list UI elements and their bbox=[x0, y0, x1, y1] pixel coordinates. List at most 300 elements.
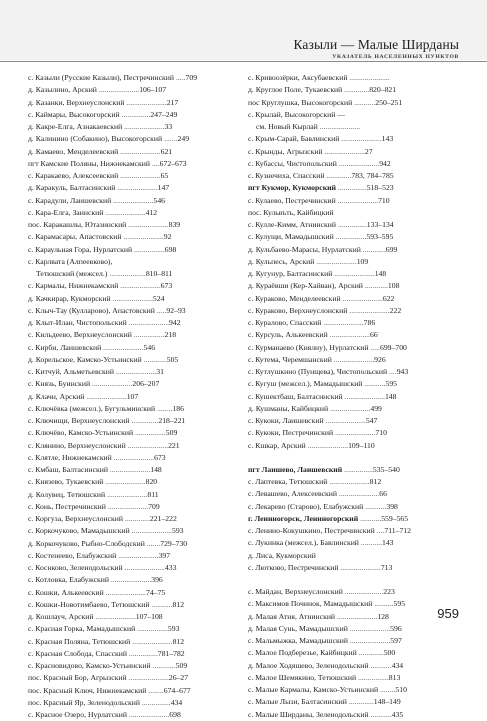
entry-name: с. Мальмыжка, Мамадышский bbox=[248, 636, 348, 645]
dot-leader: ..................... bbox=[126, 220, 169, 229]
entry-name: с. Максимов Починок, Мамадышский bbox=[248, 599, 373, 609]
dot-leader: ..................... bbox=[101, 342, 144, 352]
entry-name: с. Карлвата (Алпеевково), bbox=[28, 256, 113, 266]
dot-leader: ..................... bbox=[103, 207, 146, 217]
index-entry bbox=[28, 415, 236, 427]
entry-page-ref: 622 bbox=[382, 293, 395, 303]
entry-name: пгт Кукмор, Кукморский bbox=[248, 183, 336, 193]
entry-page-ref: 108 bbox=[387, 281, 400, 291]
dot-leader: ..................... bbox=[111, 452, 155, 462]
index-entry bbox=[28, 84, 236, 96]
entry-page-ref: 811 bbox=[147, 489, 159, 499]
dot-leader: ..................... bbox=[130, 636, 173, 646]
index-entry bbox=[248, 329, 456, 341]
index-entry bbox=[248, 195, 456, 207]
index-entry bbox=[28, 305, 236, 317]
entry-page-ref: 66 bbox=[379, 489, 387, 499]
dot-leader: ....... bbox=[144, 538, 161, 548]
entry-name: Тетюшский (межсел.) bbox=[36, 269, 108, 278]
entry-name: д. Кошлауч, Арский bbox=[28, 612, 94, 621]
index-entry bbox=[248, 696, 456, 708]
index-entry bbox=[248, 660, 456, 672]
index-entry bbox=[248, 672, 456, 684]
entry-page-ref: 433 bbox=[164, 563, 177, 572]
entry-name: с. Кубассы, Чистопольский bbox=[248, 158, 337, 168]
index-entry bbox=[28, 146, 236, 158]
dot-leader: .......... bbox=[372, 599, 394, 609]
dot-leader: ............ bbox=[141, 354, 167, 364]
index-entry bbox=[28, 256, 236, 268]
entry-name: д. Камаево, Менделеевский bbox=[28, 146, 119, 156]
running-header bbox=[0, 0, 487, 60]
entry-name: с. Кулаево, Пестречинский bbox=[248, 195, 336, 205]
dot-leader: ..................... bbox=[116, 550, 159, 560]
entry-name: с. Кривоозёрки, Аксубаевский bbox=[248, 73, 348, 82]
index-entry bbox=[248, 317, 456, 329]
index-entry bbox=[28, 672, 236, 684]
dot-leader: ..................... bbox=[347, 623, 391, 633]
entry-name: д. Клачи, Арский bbox=[28, 391, 85, 401]
entry-page-ref: 698 bbox=[169, 710, 181, 719]
dot-leader: ..................... bbox=[93, 612, 136, 621]
entry-name: пос. Красный Бор, Агрызский bbox=[28, 673, 127, 683]
entry-page-ref: 109 bbox=[356, 256, 369, 266]
entry-page-ref: 535–540 bbox=[372, 464, 400, 474]
entry-name: см. Новый Кырлай bbox=[256, 122, 318, 131]
index-column-left bbox=[28, 72, 236, 721]
entry-name: д. Лиса, Кукморский bbox=[248, 550, 316, 560]
dot-leader: ..................... bbox=[126, 710, 170, 719]
index-entry bbox=[28, 574, 236, 586]
dot-leader: ..................... bbox=[347, 73, 390, 82]
entry-page-ref: 148 bbox=[150, 465, 162, 474]
entry-page-ref: 223 bbox=[383, 587, 395, 596]
index-entry bbox=[248, 464, 456, 476]
dot-leader: ..................... bbox=[321, 318, 364, 327]
index-entry bbox=[248, 268, 456, 280]
entry-name: д. Каракуль, Балтасинский bbox=[28, 183, 116, 193]
index-entry bbox=[28, 182, 236, 194]
dot-leader: .................... bbox=[342, 587, 384, 596]
entry-name: с. Кушектбаш, Балтасинский bbox=[248, 391, 343, 401]
index-entry bbox=[248, 244, 456, 256]
entry-page-ref: 596 bbox=[390, 623, 402, 633]
index-entry bbox=[28, 427, 236, 439]
entry-page-ref: 222 bbox=[389, 305, 402, 315]
index-column-right bbox=[248, 72, 456, 721]
entry-page-ref: 710 bbox=[378, 195, 390, 205]
entry-page-ref: 148 bbox=[384, 391, 397, 401]
index-entry bbox=[28, 525, 236, 537]
entry-page-ref: 396 bbox=[151, 575, 163, 585]
dot-leader: ........ bbox=[146, 685, 164, 695]
index-entry bbox=[28, 611, 236, 623]
index-entry bbox=[28, 158, 236, 170]
dot-leader: ..................... bbox=[113, 367, 157, 376]
entry-page-ref: 813 bbox=[388, 672, 401, 682]
dot-leader: ........ bbox=[155, 403, 173, 413]
entry-name: с. Кутлушкино (Пунщева), Чистопольский bbox=[248, 367, 388, 376]
index-entry bbox=[28, 501, 236, 513]
index-entry bbox=[28, 660, 236, 672]
dot-leader: ..................... bbox=[337, 489, 380, 499]
entry-name: с. Карамасары, Апастовский bbox=[28, 232, 122, 242]
dot-leader: ........... bbox=[358, 513, 382, 523]
dot-leader: ..................... bbox=[336, 158, 380, 168]
entry-page-ref: 595 bbox=[393, 599, 406, 609]
dot-leader: ..................... bbox=[118, 146, 161, 156]
entry-page-ref: 709 bbox=[185, 73, 198, 82]
index-entry bbox=[248, 293, 456, 305]
dot-leader: ..................... bbox=[322, 146, 365, 156]
entry-page-ref: 781–782 bbox=[157, 648, 185, 658]
entry-name: с. Ключищи, Верхнеуслонский bbox=[28, 416, 130, 425]
entry-name: д. Малое Ходяшево, Зеленодольский bbox=[248, 660, 369, 670]
index-entry bbox=[28, 97, 236, 109]
entry-page-ref: 709 bbox=[148, 501, 160, 511]
entry-name: д. Круглое Поле, Тукаевский bbox=[248, 85, 343, 95]
dot-leader: ............... bbox=[335, 183, 367, 193]
index-entry bbox=[248, 109, 456, 121]
entry-page-ref: 221–222 bbox=[149, 514, 177, 523]
entry-name: д. Кугунур, Балтасинский bbox=[248, 269, 333, 278]
index-entry bbox=[248, 476, 456, 488]
entry-page-ref: 107–108 bbox=[135, 612, 163, 621]
index-entry bbox=[28, 72, 236, 84]
dot-leader: ..................... bbox=[118, 281, 161, 291]
index-entry bbox=[28, 109, 236, 121]
dot-leader: ..................... bbox=[103, 587, 146, 597]
dot-leader: .... bbox=[150, 158, 160, 168]
dot-leader: ..................... bbox=[314, 256, 357, 266]
entry-page-ref: 786 bbox=[363, 318, 376, 327]
entry-name: с. Кукоки, Лаишевский bbox=[248, 416, 324, 425]
entry-name: д. Казылино, Арский bbox=[28, 85, 97, 95]
entry-name: с. Кармалы, Нижнекамский bbox=[28, 281, 119, 291]
index-entry bbox=[28, 623, 236, 635]
entry-page-ref: 218 bbox=[164, 330, 177, 340]
entry-name: с. Красная Поляна, Тетюшский bbox=[28, 636, 131, 646]
entry-page-ref: 33 bbox=[164, 122, 173, 131]
dot-leader: ..................... bbox=[96, 85, 140, 95]
entry-name: д. Малая Сунь, Мамадышский bbox=[248, 623, 348, 633]
dot-leader: ..................... bbox=[317, 122, 361, 131]
dot-leader: ..................... bbox=[126, 318, 170, 327]
entry-name: д. Казанки, Верхнеуслонский bbox=[28, 97, 125, 107]
dot-leader: ........... bbox=[149, 599, 173, 609]
index-entry bbox=[248, 158, 456, 170]
dot-leader: ..................... bbox=[110, 293, 153, 303]
entry-page-ref: 106–107 bbox=[139, 85, 167, 95]
dot-leader: ........... bbox=[358, 538, 382, 548]
entry-page-ref: 435 bbox=[391, 709, 404, 719]
index-entry bbox=[248, 280, 456, 292]
index-entry bbox=[248, 684, 456, 696]
entry-name: с. Костенеево, Елабужский bbox=[28, 550, 117, 560]
dot-leader: ..................... bbox=[124, 97, 167, 107]
page-number: 959 bbox=[437, 606, 459, 621]
dot-leader: ............. bbox=[324, 171, 352, 180]
dot-leader: ..................... bbox=[327, 477, 370, 486]
index-entry bbox=[28, 513, 236, 525]
dot-leader: ..................... bbox=[105, 501, 149, 511]
index-entry bbox=[248, 709, 456, 721]
entry-name: пгт Камские Поляны, Нижнекамский bbox=[28, 158, 151, 168]
entry-name: с. Крылай, Высокогорский — bbox=[248, 109, 345, 119]
index-entry bbox=[248, 513, 456, 525]
index-entry bbox=[28, 648, 236, 660]
dot-leader: ................ bbox=[131, 330, 165, 340]
index-entry bbox=[248, 611, 456, 623]
entry-name: с. Клянино, Верхнеуслонский bbox=[28, 440, 126, 450]
entry-name: с. Лаптевка, Тетюшский bbox=[248, 477, 328, 486]
dot-leader: ..................... bbox=[115, 183, 158, 193]
entry-page-ref: 133–134 bbox=[366, 220, 394, 229]
entry-name: с. Клыч-Тау (Кулларово), Апастовский bbox=[28, 305, 155, 315]
entry-page-ref: 810–811 bbox=[145, 269, 173, 278]
dot-leader: ............ bbox=[362, 281, 388, 291]
entry-name: с. Коснково, Зеленодольский bbox=[28, 563, 123, 572]
index-entry bbox=[28, 538, 236, 550]
entry-page-ref: 31 bbox=[156, 367, 164, 376]
index-entry bbox=[28, 709, 236, 721]
index-entry bbox=[248, 488, 456, 500]
entry-name: с. Красная Слобода, Спасский bbox=[28, 648, 127, 658]
entry-page-ref: 499 bbox=[370, 403, 382, 413]
entry-name: с. Ключёво, Камско-Устьинский bbox=[28, 428, 134, 438]
entry-page-ref: 509 bbox=[175, 661, 188, 670]
dot-leader: ..................... bbox=[347, 636, 391, 645]
entry-name: с. Малые Ширданы, Зеленодольский bbox=[248, 709, 369, 719]
dot-leader: ..................... bbox=[105, 489, 148, 499]
entry-name: с. Каракаево, Алексеевский bbox=[28, 171, 119, 180]
dot-leader: ................... bbox=[107, 269, 146, 278]
entry-page-ref: 820–821 bbox=[369, 85, 397, 95]
index-entry bbox=[248, 231, 456, 243]
dot-leader: ..................... bbox=[108, 575, 152, 585]
index-entry bbox=[28, 476, 236, 488]
index-entry bbox=[28, 268, 236, 280]
entry-name: с. Китчуй, Альметьевский bbox=[28, 367, 114, 376]
index-entry bbox=[248, 378, 456, 390]
entry-page-ref: 943 bbox=[396, 367, 409, 376]
index-entry bbox=[248, 72, 456, 84]
entry-name: с. Коркочуково, Мамадышский bbox=[28, 526, 130, 536]
index-entry bbox=[248, 525, 456, 537]
index-entry bbox=[28, 293, 236, 305]
dot-leader: ..................... bbox=[90, 379, 133, 389]
entry-name: д. Какре-Елга, Азнакаевский bbox=[28, 122, 123, 131]
entry-name: с. Казыли (Русские Казыли), Пестречинский bbox=[28, 73, 175, 82]
dot-leader: ..... bbox=[174, 73, 186, 82]
dot-leader: ..................... bbox=[125, 440, 169, 450]
index-entry bbox=[248, 170, 456, 182]
entry-page-ref: 148 bbox=[374, 269, 387, 278]
entry-page-ref: 942 bbox=[379, 158, 391, 168]
entry-page-ref: 26–27 bbox=[168, 673, 189, 683]
entry-name: пгт Лаишево, Лаишевский bbox=[248, 464, 343, 474]
dot-leader: ..................... bbox=[340, 293, 383, 303]
running-title: Казыли — Малые Ширданы bbox=[293, 37, 459, 52]
index-entry bbox=[28, 378, 236, 390]
dot-leader: ............... bbox=[119, 109, 151, 119]
index-entry bbox=[248, 84, 456, 96]
dot-leader: ..................... bbox=[333, 428, 376, 438]
index-entry bbox=[248, 537, 456, 549]
entry-name: с. Кутема, Черемшанский bbox=[248, 354, 332, 364]
entry-name: с. Малые Лызи, Балтасинский bbox=[248, 697, 347, 707]
entry-name: с. Кукоки, Пестречинский bbox=[248, 428, 334, 438]
entry-name: пос. Красный Ключ, Нижнекамский bbox=[28, 685, 147, 695]
dot-leader: .... bbox=[387, 367, 397, 376]
index-entry bbox=[28, 329, 236, 341]
entry-name: пос Круглушка, Высокогорский bbox=[248, 97, 353, 107]
index-entry bbox=[28, 587, 236, 599]
entry-page-ref: 518–523 bbox=[366, 183, 394, 193]
entry-name: с. Лютково, Пестречинский bbox=[248, 562, 339, 572]
entry-page-ref: 65 bbox=[160, 171, 169, 180]
entry-page-ref: 926 bbox=[374, 354, 386, 364]
dot-leader: ........... bbox=[368, 660, 392, 670]
dot-leader: ..................... bbox=[84, 391, 127, 401]
index-entry bbox=[248, 342, 456, 354]
entry-page-ref: 595 bbox=[385, 379, 398, 389]
entry-page-ref: 711–712 bbox=[384, 526, 411, 535]
index-entry bbox=[248, 256, 456, 268]
entry-name: с. Кара-Елга, Заинский bbox=[28, 207, 104, 217]
index-entry bbox=[248, 635, 456, 647]
dot-leader: ................ bbox=[132, 244, 165, 254]
dot-leader: .... bbox=[374, 526, 385, 535]
index-entry bbox=[248, 427, 456, 439]
entry-page-ref: 186 bbox=[172, 403, 184, 413]
entry-name: с. Кошки, Алькеевский bbox=[28, 587, 104, 597]
entry-name: с. Кулле-Кимм, Атнинский bbox=[248, 220, 337, 229]
dot-leader: ............. bbox=[356, 648, 384, 658]
entry-page-ref: 673 bbox=[154, 452, 166, 462]
entry-name: д. Колувец, Тетюшский bbox=[28, 489, 106, 499]
entry-page-ref: 434 bbox=[170, 697, 183, 707]
running-subtitle: УКАЗАТЕЛЬ НАСЕЛЕННЫХ ПУНКТОВ bbox=[332, 54, 459, 60]
dot-leader: ..................... bbox=[103, 477, 146, 487]
index-entry bbox=[248, 562, 456, 574]
index-entry bbox=[248, 598, 456, 610]
dot-leader: ........... bbox=[362, 379, 386, 389]
index-entry bbox=[28, 219, 236, 231]
index-entry bbox=[248, 97, 456, 109]
entry-name: с. Князево, Тукаевский bbox=[28, 477, 104, 487]
index-entry bbox=[248, 121, 456, 133]
entry-name: г. Лениногорск, Лениногорский bbox=[248, 513, 359, 523]
header-rule bbox=[0, 61, 487, 62]
index-entry bbox=[28, 354, 236, 366]
index-entry bbox=[248, 207, 456, 219]
entry-page-ref: 621 bbox=[160, 146, 173, 156]
entry-name: с. Кузнечиха, Спасский bbox=[248, 171, 325, 180]
entry-name: с. Карадули, Лаишевский bbox=[28, 195, 112, 205]
entry-page-ref: 546 bbox=[153, 195, 166, 205]
index-entry bbox=[28, 489, 236, 501]
index-entry bbox=[248, 550, 456, 562]
entry-page-ref: 698 bbox=[164, 244, 177, 254]
entry-page-ref: 148–149 bbox=[373, 697, 401, 707]
index-entry bbox=[28, 440, 236, 452]
index-entry bbox=[248, 415, 456, 427]
index-entry bbox=[248, 305, 456, 317]
entry-page-ref: 505 bbox=[166, 354, 179, 364]
entry-name: с. Ключёвка (межсел.), Бугульминский bbox=[28, 403, 156, 413]
entry-name: д. Клыт-Илан, Чистопольский bbox=[28, 318, 127, 327]
entry-page-ref: 143 bbox=[381, 538, 394, 548]
index-entry bbox=[28, 317, 236, 329]
index-entry bbox=[28, 231, 236, 243]
entry-name: д. Кушманы, Кайбицкий bbox=[248, 403, 329, 413]
entry-page-ref: 713 bbox=[380, 562, 393, 572]
entry-page-ref: 74–75 bbox=[145, 587, 166, 597]
entry-name: д. Кураёвши (Кер-Хайван), Арский bbox=[248, 281, 363, 291]
dot-leader: ..................... bbox=[335, 195, 379, 205]
index-entry bbox=[248, 586, 456, 598]
entry-page-ref: 66 bbox=[370, 330, 378, 340]
entry-page-ref: 729–730 bbox=[160, 538, 188, 548]
entry-page-ref: 524 bbox=[152, 293, 165, 303]
entry-page-ref: 597 bbox=[390, 636, 402, 645]
dot-leader: ..................... bbox=[339, 134, 382, 144]
entry-page-ref: 434 bbox=[391, 660, 404, 670]
entry-page-ref: 143 bbox=[381, 134, 394, 144]
dot-leader: ..................... bbox=[332, 269, 375, 278]
entry-page-ref: 27 bbox=[364, 146, 373, 156]
entry-page-ref: 672–673 bbox=[159, 158, 187, 168]
entry-page-ref: 593 bbox=[167, 624, 180, 634]
index-entry bbox=[248, 133, 456, 145]
entry-name: пос. Красный Яр, Зеленодольский bbox=[28, 697, 140, 707]
dot-leader: ........... bbox=[368, 709, 392, 719]
entry-name: с. Кмбаш, Балтасинский bbox=[28, 465, 108, 474]
dot-leader: ....... bbox=[162, 134, 178, 144]
dot-leader: ................ bbox=[133, 428, 166, 438]
dot-leader: ..................... bbox=[121, 232, 164, 242]
entry-name: с. Ленино-Кокушкино, Пестречинский bbox=[248, 526, 375, 535]
entry-page-ref: 221 bbox=[168, 440, 180, 450]
entry-page-ref: 217 bbox=[166, 97, 179, 107]
entry-page-ref: 812 bbox=[369, 477, 382, 486]
entry-name: д. Кульбаево-Марасы, Нурлатский bbox=[248, 244, 361, 254]
entry-page-ref: 412 bbox=[145, 207, 158, 217]
index-entry bbox=[28, 342, 236, 354]
entry-name: с. Красное Озеро, Нурлатский bbox=[28, 710, 127, 719]
index-entry bbox=[248, 219, 456, 231]
entry-name: с. Клятле, Нижнекамский bbox=[28, 452, 112, 462]
dot-leader: ............. bbox=[122, 514, 150, 523]
entry-page-ref: 509 bbox=[165, 428, 178, 438]
dot-leader: ..................... bbox=[107, 465, 151, 474]
index-entry bbox=[248, 501, 456, 513]
entry-name: с. Коргуза, Верхнеуслонский bbox=[28, 514, 123, 523]
dot-leader: ........ bbox=[378, 685, 396, 694]
index-entry bbox=[28, 452, 236, 464]
dot-leader: ..................... bbox=[122, 563, 165, 572]
index-entry bbox=[28, 685, 236, 697]
dot-leader: ........... bbox=[363, 501, 387, 511]
index-entry bbox=[248, 366, 456, 378]
entry-name: с. Малые Кармалы, Камско-Устьинский bbox=[248, 685, 379, 694]
index-entry bbox=[28, 121, 236, 133]
entry-page-ref: 699–700 bbox=[379, 342, 407, 352]
dot-leader: ................ bbox=[135, 624, 168, 634]
index-entry bbox=[248, 146, 456, 158]
dot-leader: ..................... bbox=[331, 354, 375, 364]
